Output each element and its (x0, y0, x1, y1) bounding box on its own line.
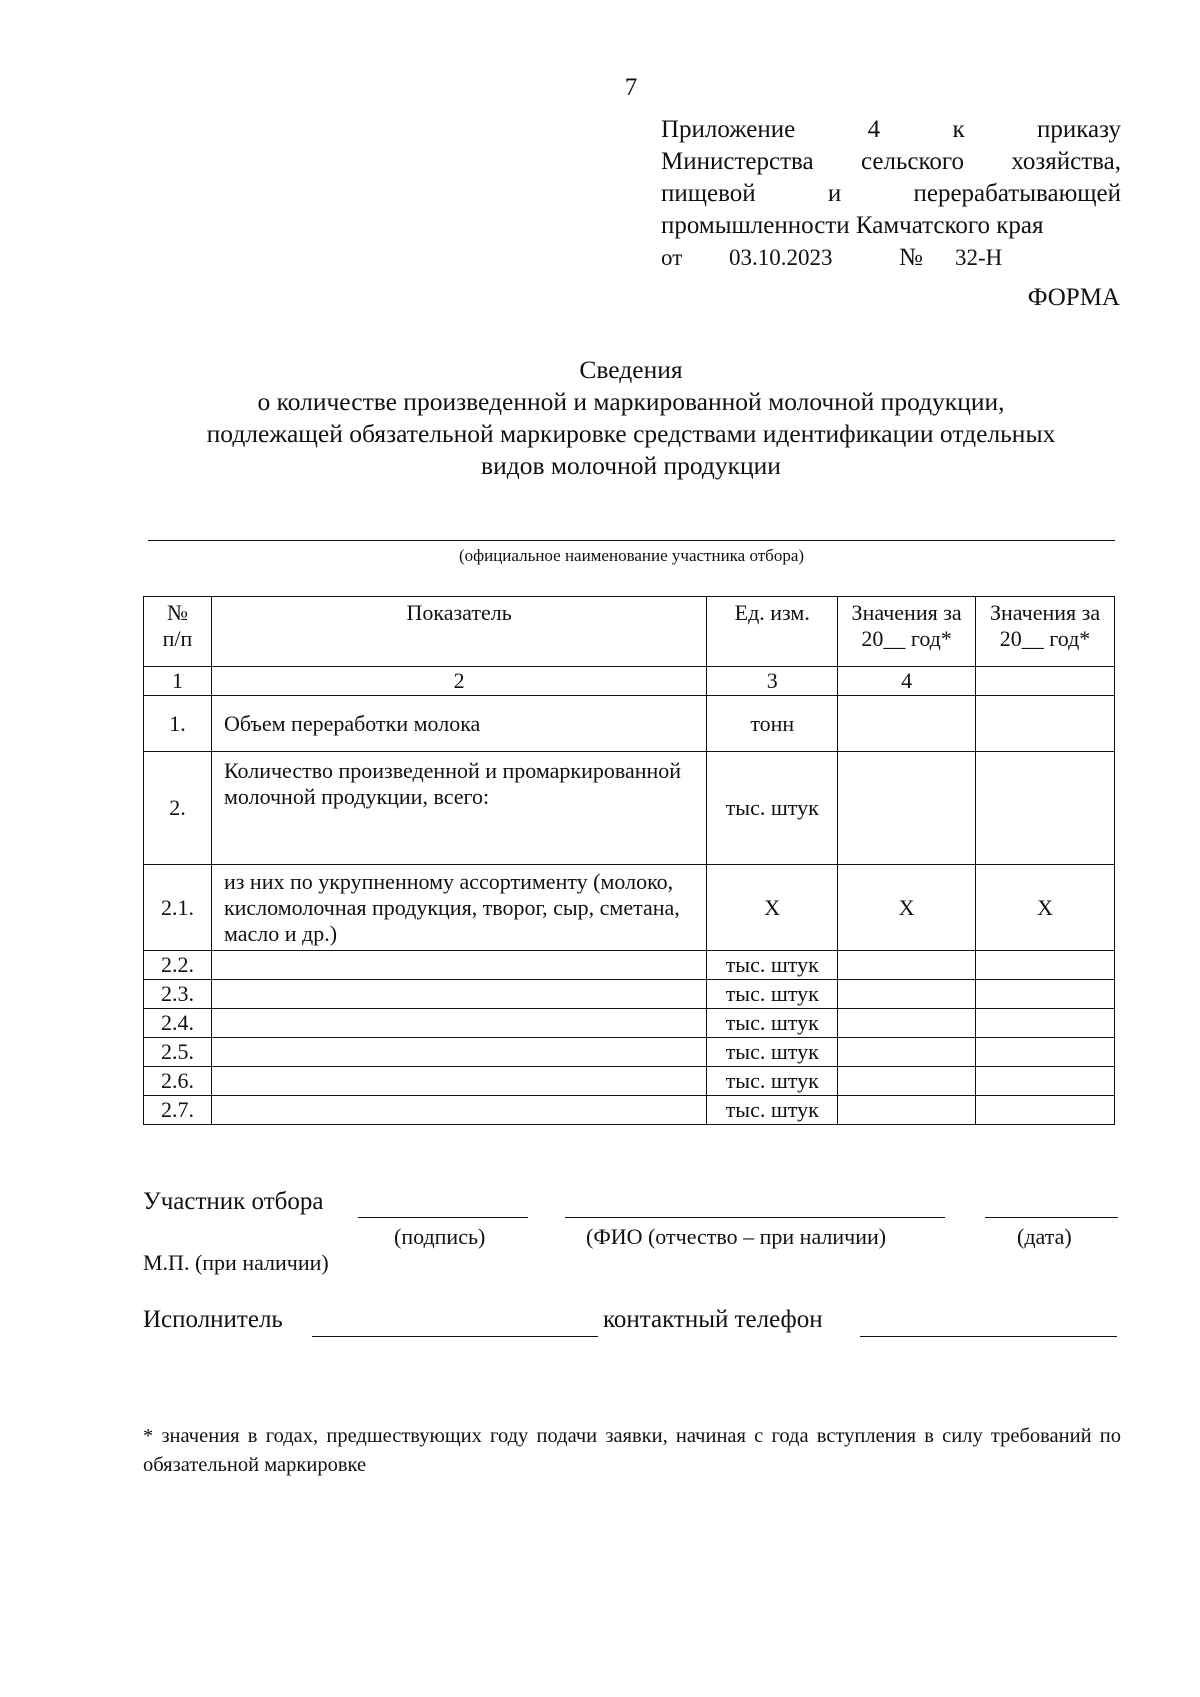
row-value-1 (838, 752, 976, 865)
header-unit: Ед. изм. (707, 597, 838, 667)
appendix-line: Приложение 4 к приказу (661, 116, 1121, 143)
row-num: 2.4. (144, 1009, 212, 1038)
page-number: 7 (624, 74, 638, 101)
row-indicator (211, 1038, 706, 1067)
row-value-2 (976, 1038, 1115, 1067)
row-value-1 (838, 951, 976, 980)
footnote: * значения в годах, предшествующих году подачи заявки, начиная с года вступления в силу требований по обязательной маркировке (143, 1425, 1121, 1476)
header-indicator: Показатель (211, 597, 706, 667)
row-num: 2.2. (144, 951, 212, 980)
appendix-line: пищевой и перерабатывающей (661, 180, 1121, 207)
title-line: подлежащей обязательной маркировке средствами идентификации отдельных (206, 419, 1056, 448)
appendix-line: Министерства сельского хозяйства, (661, 148, 1121, 175)
row-num: 1. (144, 696, 212, 752)
row-indicator: Объем переработки молока (211, 696, 706, 752)
row-num: 2.7. (144, 1096, 212, 1125)
signature-caption: (подпись) (394, 1224, 486, 1249)
row-value-1 (838, 696, 976, 752)
table-row (144, 752, 1115, 865)
column-number: 1 (144, 667, 212, 696)
row-indicator: Количество произведенной и промаркированной молочной продукции, всего: (211, 752, 706, 865)
row-unit: тыс. штук (707, 1038, 838, 1067)
row-unit: тыс. штук (707, 752, 838, 865)
column-number: 3 (707, 667, 838, 696)
fio-caption: (ФИО (отчество – при наличии) (586, 1224, 887, 1249)
row-value-1: Х (838, 865, 976, 951)
row-indicator (211, 980, 706, 1009)
table-header-row (144, 597, 1115, 667)
row-value-1 (838, 1009, 976, 1038)
row-indicator: из них по укрупненному ассортименту (молоко, кисломолочная продукция, творог, сыр, сметана, масло и др.) (211, 865, 706, 951)
column-number-row (144, 667, 1115, 696)
appendix-block (661, 114, 1121, 274)
order-from-label: от (661, 245, 683, 270)
table-row (144, 980, 1115, 1009)
row-num: 2.6. (144, 1067, 212, 1096)
row-value-2 (976, 1009, 1115, 1038)
order-date: 03.10.2023 (729, 245, 833, 270)
phone-line[interactable] (860, 1336, 1117, 1337)
date-line[interactable] (985, 1217, 1118, 1218)
row-value-1 (838, 980, 976, 1009)
row-indicator (211, 1067, 706, 1096)
participant-label: Участник отбора (143, 1188, 324, 1215)
row-value-2 (976, 1067, 1115, 1096)
row-unit: тыс. штук (707, 951, 838, 980)
row-unit: тыс. штук (707, 980, 838, 1009)
column-number: 2 (211, 667, 706, 696)
table-row (144, 696, 1115, 752)
order-reference (661, 242, 1121, 274)
row-value-2 (976, 980, 1115, 1009)
executor-label: Исполнитель (143, 1306, 283, 1333)
title-line: видов молочной продукции (481, 451, 781, 480)
column-number (976, 667, 1115, 696)
row-unit: тыс. штук (707, 1067, 838, 1096)
row-value-2 (976, 696, 1115, 752)
table-row (144, 1038, 1115, 1067)
table-row (144, 865, 1115, 951)
table-row (144, 1067, 1115, 1096)
row-value-2: Х (976, 865, 1115, 951)
header-value-1: Значения за 20__ год* (838, 597, 976, 667)
row-indicator (211, 951, 706, 980)
executor-line[interactable] (312, 1336, 598, 1337)
row-value-1 (838, 1067, 976, 1096)
date-caption: (дата) (1017, 1224, 1072, 1249)
row-unit: тыс. штук (707, 1009, 838, 1038)
row-value-1 (838, 1038, 976, 1067)
table-row (144, 951, 1115, 980)
document-title (0, 354, 1200, 482)
title-line: Сведения (579, 355, 683, 384)
row-unit: тыс. штук (707, 1096, 838, 1125)
row-value-2 (976, 1096, 1115, 1125)
order-number: 32-Н (955, 245, 1003, 270)
stamp-label: М.П. (при наличии) (143, 1250, 329, 1275)
row-num: 2.1. (144, 865, 212, 951)
header-value-2: Значения за 20__ год* (976, 597, 1115, 667)
row-value-2 (976, 951, 1115, 980)
column-number: 4 (838, 667, 976, 696)
row-unit: тонн (707, 696, 838, 752)
phone-label: контактный телефон (603, 1306, 823, 1333)
row-num: 2.3. (144, 980, 212, 1009)
org-name-line (148, 540, 1115, 541)
org-name-caption: (официальное наименование участника отбора) (458, 546, 805, 565)
row-num: 2. (144, 752, 212, 865)
table-row (144, 1009, 1115, 1038)
row-num: 2.5. (144, 1038, 212, 1067)
row-indicator (211, 1009, 706, 1038)
signature-line[interactable] (358, 1217, 528, 1218)
data-table (143, 596, 1115, 1125)
row-value-1 (838, 1096, 976, 1125)
table-row (144, 1096, 1115, 1125)
order-number-sign: № (899, 244, 923, 271)
row-value-2 (976, 752, 1115, 865)
form-label: ФОРМА (1027, 284, 1120, 311)
row-indicator (211, 1096, 706, 1125)
header-num: № п/п (144, 597, 212, 667)
row-unit: Х (707, 865, 838, 951)
appendix-line: промышленности Камчатского края (661, 212, 1044, 239)
fio-line[interactable] (565, 1217, 945, 1218)
title-line: о количестве произведенной и маркированной молочной продукции, (257, 387, 1005, 416)
